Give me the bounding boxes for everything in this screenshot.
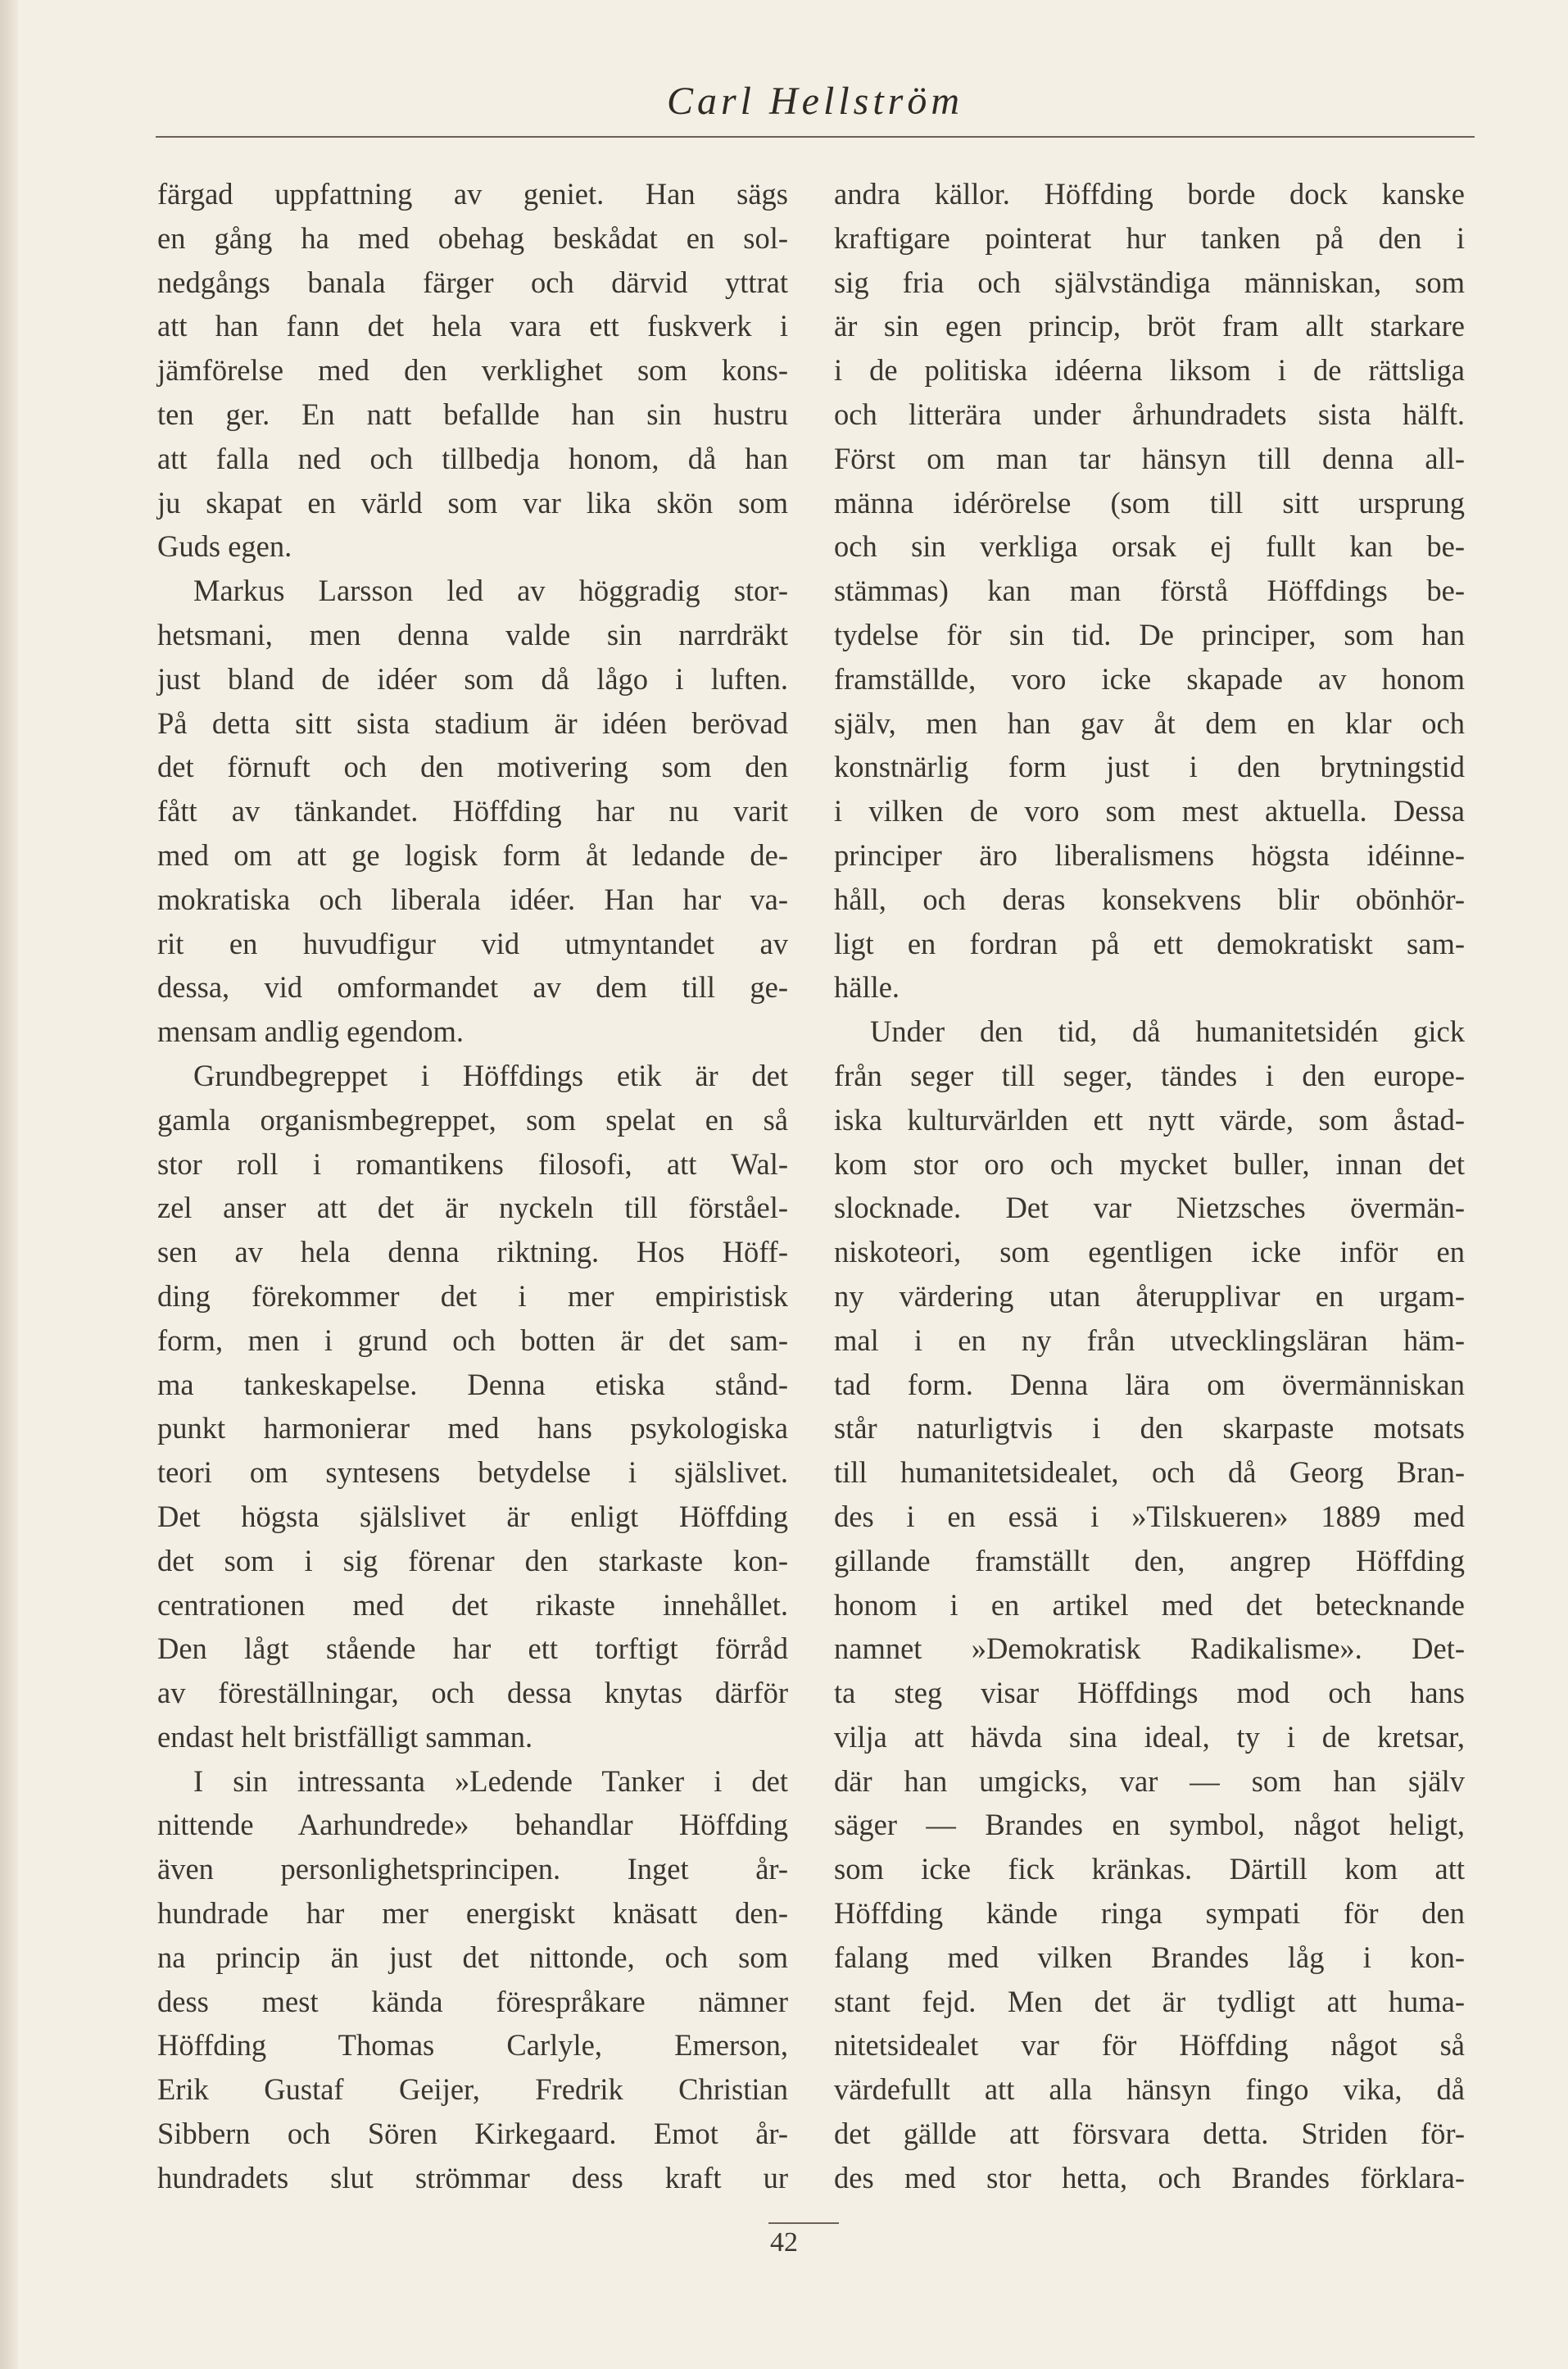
- text-line: en gång ha med obehag beskådat en sol-: [157, 220, 788, 255]
- text-line: gillande framställt den, angrep Höffding: [834, 1543, 1465, 1577]
- text-line: kraftigare pointerat hur tanken på den i: [834, 220, 1465, 255]
- text-line: står naturligtvis i den skarpaste motsats: [834, 1411, 1465, 1445]
- text-line: även personlighetsprincipen. Inget år-: [157, 1852, 788, 1886]
- paragraph: [157, 1759, 788, 2200]
- text-line: dessa, vid omformandet av dem till ge-: [157, 970, 788, 1005]
- text-line: och sin verkliga orsak ej fullt kan be-: [834, 529, 1465, 564]
- text-line: hundrade har mer energiskt knäsatt den-: [157, 1896, 788, 1931]
- text-line: Det högsta själslivet är enligt Höffding: [157, 1499, 788, 1533]
- text-line: det som i sig förenar den starkaste kon-: [157, 1543, 788, 1577]
- text-line: är sin egen princip, bröt fram allt starkare: [834, 309, 1465, 343]
- paragraph: [157, 1054, 788, 1759]
- text-line: dess mest kända förespråkare nämner: [157, 1984, 788, 2018]
- text-line: ju skapat en värld som var lika skön som: [157, 485, 788, 520]
- text-line: vilja att hävda sina ideal, ty i de kretsar,: [834, 1719, 1465, 1754]
- text-line: Den lågt stående har ett torftigt förråd: [157, 1632, 788, 1666]
- text-line: värdefullt att alla hänsyn fingo vika, då: [834, 2072, 1465, 2107]
- text-line: stant fejd. Men det är tydligt att huma-: [834, 1984, 1465, 2018]
- text-line: falang med vilken Brandes låg i kon-: [834, 1940, 1465, 1974]
- text-line: med om att ge logisk form åt ledande de-: [157, 837, 788, 872]
- text-line: hälle.: [834, 970, 900, 1005]
- text-line: Markus Larsson led av höggradig stor-: [193, 574, 788, 608]
- text-line: sen av hela denna riktning. Hos Höff-: [157, 1235, 788, 1269]
- text-line: stämmas) kan man förstå Höffdings be-: [834, 574, 1465, 608]
- paragraph: [834, 172, 1465, 1010]
- text-line: Under den tid, då humanitetsidén gick: [870, 1014, 1465, 1049]
- text-line: honom i en artikel med det betecknande: [834, 1587, 1465, 1622]
- text-line: ma tankeskapelse. Denna etiska stånd-: [157, 1367, 788, 1401]
- text-line: hundradets slut strömmar dess kraft ur: [157, 2160, 788, 2194]
- footer-rule: [768, 2222, 839, 2224]
- text-line: niskoteori, som egentligen icke inför en: [834, 1235, 1465, 1269]
- text-line: tydelse för sin tid. De principer, som han: [834, 617, 1465, 651]
- text-line: zel anser att det är nyckeln till förståel-: [157, 1191, 788, 1225]
- text-line: ny värdering utan återupplivar en urgam-: [834, 1278, 1465, 1313]
- text-line: ten ger. En natt befallde han sin hustru: [157, 397, 788, 431]
- text-line: det förnuft och den motivering som den: [157, 750, 788, 784]
- text-line: fått av tänkandet. Höffding har nu varit: [157, 794, 788, 828]
- page-number: 42: [770, 2227, 798, 2258]
- text-line: till humanitetsidealet, och då Georg Bran-: [834, 1455, 1465, 1490]
- text-line: sig fria och självständiga människan, som: [834, 265, 1465, 299]
- text-line: just bland de idéer som då lågo i luften.: [157, 661, 788, 696]
- paragraph: [834, 1010, 1465, 2200]
- text-line: Grundbegreppet i Höffdings etik är det: [193, 1058, 788, 1092]
- text-line: teori om syntesens betydelse i själslivet.: [157, 1455, 788, 1490]
- text-line: ligt en fordran på ett demokratiskt sam-: [834, 926, 1465, 960]
- text-line: framställde, voro icke skapade av honom: [834, 661, 1465, 696]
- text-line: att falla ned och tillbedja honom, då han: [157, 441, 788, 475]
- text-line: från seger till seger, tändes i den europe-: [834, 1058, 1465, 1092]
- text-line: principer äro liberalismens högsta idéinne-: [834, 837, 1465, 872]
- text-line: mokratiska och liberala idéer. Han har va-: [157, 882, 788, 916]
- text-line: endast helt bristfälligt samman.: [157, 1719, 533, 1754]
- text-line: det gällde att försvara detta. Striden för-: [834, 2117, 1465, 2151]
- text-line: na princip än just det nittonde, och som: [157, 1940, 788, 1974]
- text-line: stor roll i romantikens filosofi, att Wal-: [157, 1146, 788, 1181]
- text-line: konstnärlig form just i den brytningstid: [834, 750, 1465, 784]
- text-line: ding förekommer det i mer empiristisk: [157, 1278, 788, 1313]
- text-line: tad form. Denna lära om övermänniskan: [834, 1367, 1465, 1401]
- text-line: i de politiska idéerna liksom i de rättsliga: [834, 353, 1465, 388]
- text-line: På detta sitt sista stadium är idéen berövad: [157, 706, 788, 740]
- text-line: Sibbern och Sören Kirkegaard. Emot år-: [157, 2117, 788, 2151]
- text-line: mensam andlig egendom.: [157, 1014, 465, 1049]
- text-line: des i en essä i »Tilskueren» 1889 med: [834, 1499, 1465, 1533]
- text-line: jämförelse med den verklighet som kons-: [157, 353, 788, 388]
- text-line: gamla organismbegreppet, som spelat en så: [157, 1102, 788, 1137]
- text-line: centrationen med det rikaste innehållet.: [157, 1587, 788, 1622]
- text-line: där han umgicks, var — som han själv: [834, 1763, 1465, 1798]
- text-line: att han fann det hela vara ett fuskverk i: [157, 309, 788, 343]
- text-line: andra källor. Höffding borde dock kanske: [834, 177, 1465, 211]
- header-rule: [156, 136, 1475, 138]
- text-line: Höffding kände ringa sympati för den: [834, 1896, 1465, 1931]
- text-line: i vilken de voro som mest aktuella. Dessa: [834, 794, 1465, 828]
- text-line: ta steg visar Höffdings mod och hans: [834, 1676, 1465, 1710]
- page-fold-shadow: [0, 0, 18, 2369]
- text-line: färgad uppfattning av geniet. Han sägs: [157, 177, 788, 211]
- text-line: av föreställningar, och dessa knytas därför: [157, 1676, 788, 1710]
- text-line: hetsmani, men denna valde sin narrdräkt: [157, 617, 788, 651]
- text-line: Först om man tar hänsyn till denna all-: [834, 441, 1465, 475]
- left-column: [157, 172, 788, 2200]
- paragraph: [157, 569, 788, 1054]
- text-line: mal i en ny från utvecklingsläran häm-: [834, 1323, 1465, 1357]
- text-line: rit en huvudfigur vid utmyntandet av: [157, 926, 788, 960]
- text-line: kom stor oro och mycket buller, innan det: [834, 1146, 1465, 1181]
- text-line: säger — Brandes en symbol, något heligt,: [834, 1808, 1465, 1842]
- text-line: nittende Aarhundrede» behandlar Höffding: [157, 1808, 788, 1842]
- text-line: I sin intressanta »Ledende Tanker i det: [193, 1763, 788, 1798]
- text-line: iska kulturvärlden ett nytt värde, som åstad-: [834, 1102, 1465, 1137]
- text-line: nedgångs banala färger och därvid yttrat: [157, 265, 788, 299]
- text-line: form, men i grund och botten är det sam-: [157, 1323, 788, 1357]
- text-line: namnet »Demokratisk Radikalisme». Det-: [834, 1632, 1465, 1666]
- text-line: Guds egen.: [157, 529, 292, 564]
- running-header: Carl Hellström: [666, 79, 964, 123]
- text-line: des med stor hetta, och Brandes förklara-: [834, 2160, 1465, 2194]
- text-line: nitetsidealet var för Höffding något så: [834, 2028, 1465, 2063]
- paragraph: [157, 172, 788, 569]
- text-line: håll, och deras konsekvens blir obönhör-: [834, 882, 1465, 916]
- text-line: och litterära under århundradets sista hälft.: [834, 397, 1465, 431]
- text-line: som icke fick kränkas. Därtill kom att: [834, 1852, 1465, 1886]
- text-line: slocknade. Det var Nietzsches övermän-: [834, 1191, 1465, 1225]
- right-column: [834, 172, 1465, 2200]
- text-line: Erik Gustaf Geijer, Fredrik Christian: [157, 2072, 788, 2107]
- text-line: Höffding Thomas Carlyle, Emerson,: [157, 2028, 788, 2063]
- text-line: männa idérörelse (som till sitt ursprung: [834, 485, 1465, 520]
- text-line: punkt harmonierar med hans psykologiska: [157, 1411, 788, 1445]
- text-line: själv, men han gav åt dem en klar och: [834, 706, 1465, 740]
